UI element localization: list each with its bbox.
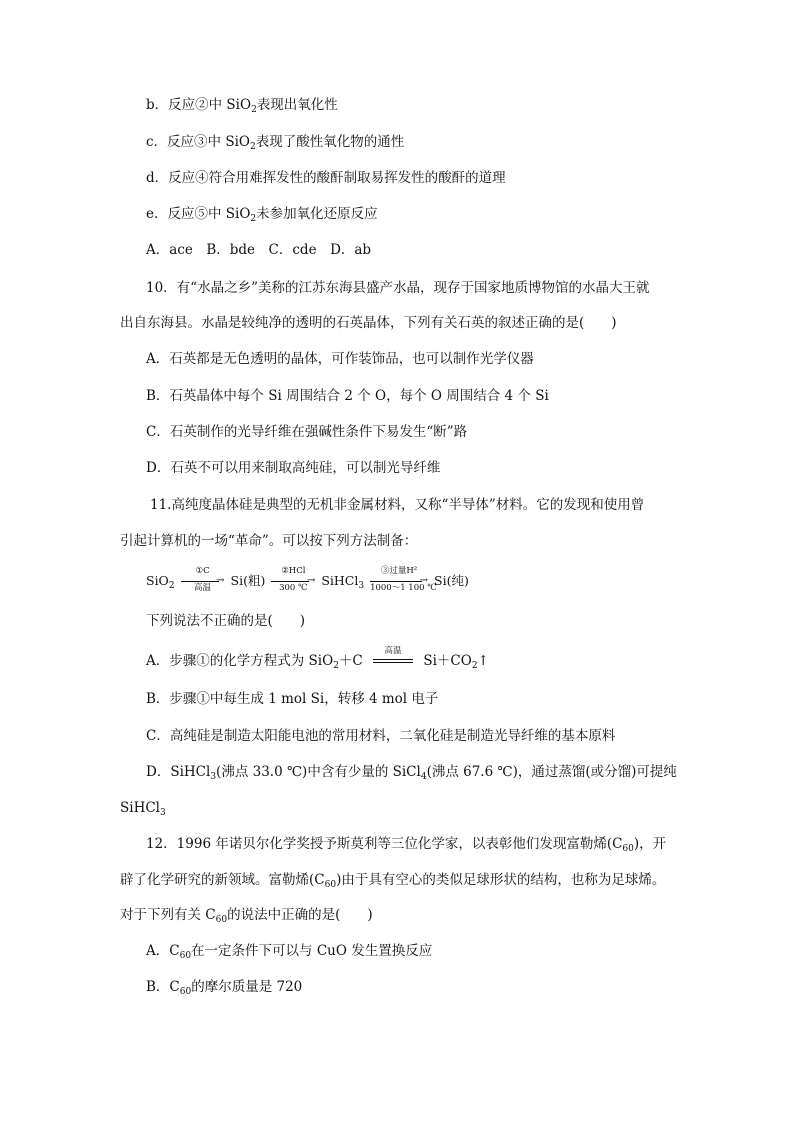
q10-stem-line1: 10．有“水晶之乡”美称的江苏东海县盛产水晶，现存于国家地质博物馆的水晶大王就 [146, 280, 650, 296]
q11-option-a: A．步骤①的化学方程式为 SiO$_2$＋C 高温 $Si+CO_2↑$ [146, 645, 489, 671]
q11-ask: 下列说法不正确的是( ) [146, 613, 306, 629]
q11-stem-line2: 引起计算机的一场“革命”。可以按下列方法制备： [120, 533, 418, 549]
q11-option-d: D．SiHCl$_3$(沸点 33.0 ℃)中含有少量的 SiCl$_4$(沸点 67.6 ℃)，通过蒸馏(或分馏)可提纯 [146, 764, 677, 782]
q9-option-d: d．反应④符合用难挥发性的酸酐制取易挥发性的酸酐的道理 [146, 170, 506, 186]
q10-stem-line2: 出自东海县。水晶是较纯净的透明的石英晶体，下列有关石英的叙述正确的是( ) [120, 315, 617, 331]
q10-option-c: C．石英制作的光导纤维在强碱性条件下易发生“断”路 [146, 424, 468, 440]
q12-stem-line1: 12．1996 年诺贝尔化学奖授予斯莫利等三位化学家，以表彰他们发现富勒烯$(C_{60})$，开 [146, 836, 667, 854]
q9-option-b: b．反应②中 SiO$_2$表现出氧化性 [146, 97, 338, 115]
q12-stem-line2: 辟了化学研究的新领域。富勒烯$(C_{60})$由于具有空心的类似足球形状的结构，也称为足球烯。 [120, 872, 666, 890]
q11-option-d-line2: SiHCl$_3$ [120, 800, 166, 818]
q12-stem-line3: 对于下列有关 $C_{60}$的说法中正确的是( ) [120, 907, 373, 925]
q12-option-a: A．$C_{60}$在一定条件下可以与 CuO 发生置换反应 [146, 943, 433, 961]
q11-stem-line1: 11.高纯度晶体硅是典型的无机非金属材料，又称“半导体”材料。它的发现和使用曾 [150, 497, 645, 513]
q12-option-b: B．$C_{60}$的摩尔质量是 720 [146, 979, 303, 997]
reaction-arrow-2: ②HCl → 300 ℃ [271, 573, 315, 591]
q9-option-e: e．反应⑤中 SiO$_2$未参加氧化还原反应 [146, 206, 378, 224]
q10-option-d: D．石英不可以用来制取高纯硅，可以制光导纤维 [146, 460, 441, 476]
reaction-arrow-1: ①C → 高温 [181, 573, 225, 591]
q9-option-c: c．反应③中 SiO$_2$表现了酸性氧化物的通性 [146, 134, 405, 152]
q11-option-b: B．步骤①中每生成 1 mol Si，转移 4 mol 电子 [146, 691, 439, 707]
q10-option-a: A．石英都是无色透明的晶体，可作装饰品，也可以制作光学仪器 [146, 351, 534, 367]
q10-option-b: B．石英晶体中每个 Si 周围结合 2 个 O，每个 O 周围结合 4 个 Si [146, 388, 549, 404]
q11-preparation-scheme: SiO$_2$ ①C → 高温 Si(粗) ②HCl → 300 ℃ SiHCl$_3$ ③过量H² → 1000～1 100 ℃ Si(纯) [146, 565, 469, 593]
q11-option-c: C．高纯硅是制造太阳能电池的常用材料，二氧化硅是制造光导纤维的基本原料 [146, 728, 616, 744]
reaction-condition-equals: 高温 [371, 653, 415, 671]
q9-choices: A．ace B．bde C．cde D．ab [146, 242, 372, 258]
reaction-arrow-3: ③过量H² → 1000～1 100 ℃ [370, 565, 437, 593]
